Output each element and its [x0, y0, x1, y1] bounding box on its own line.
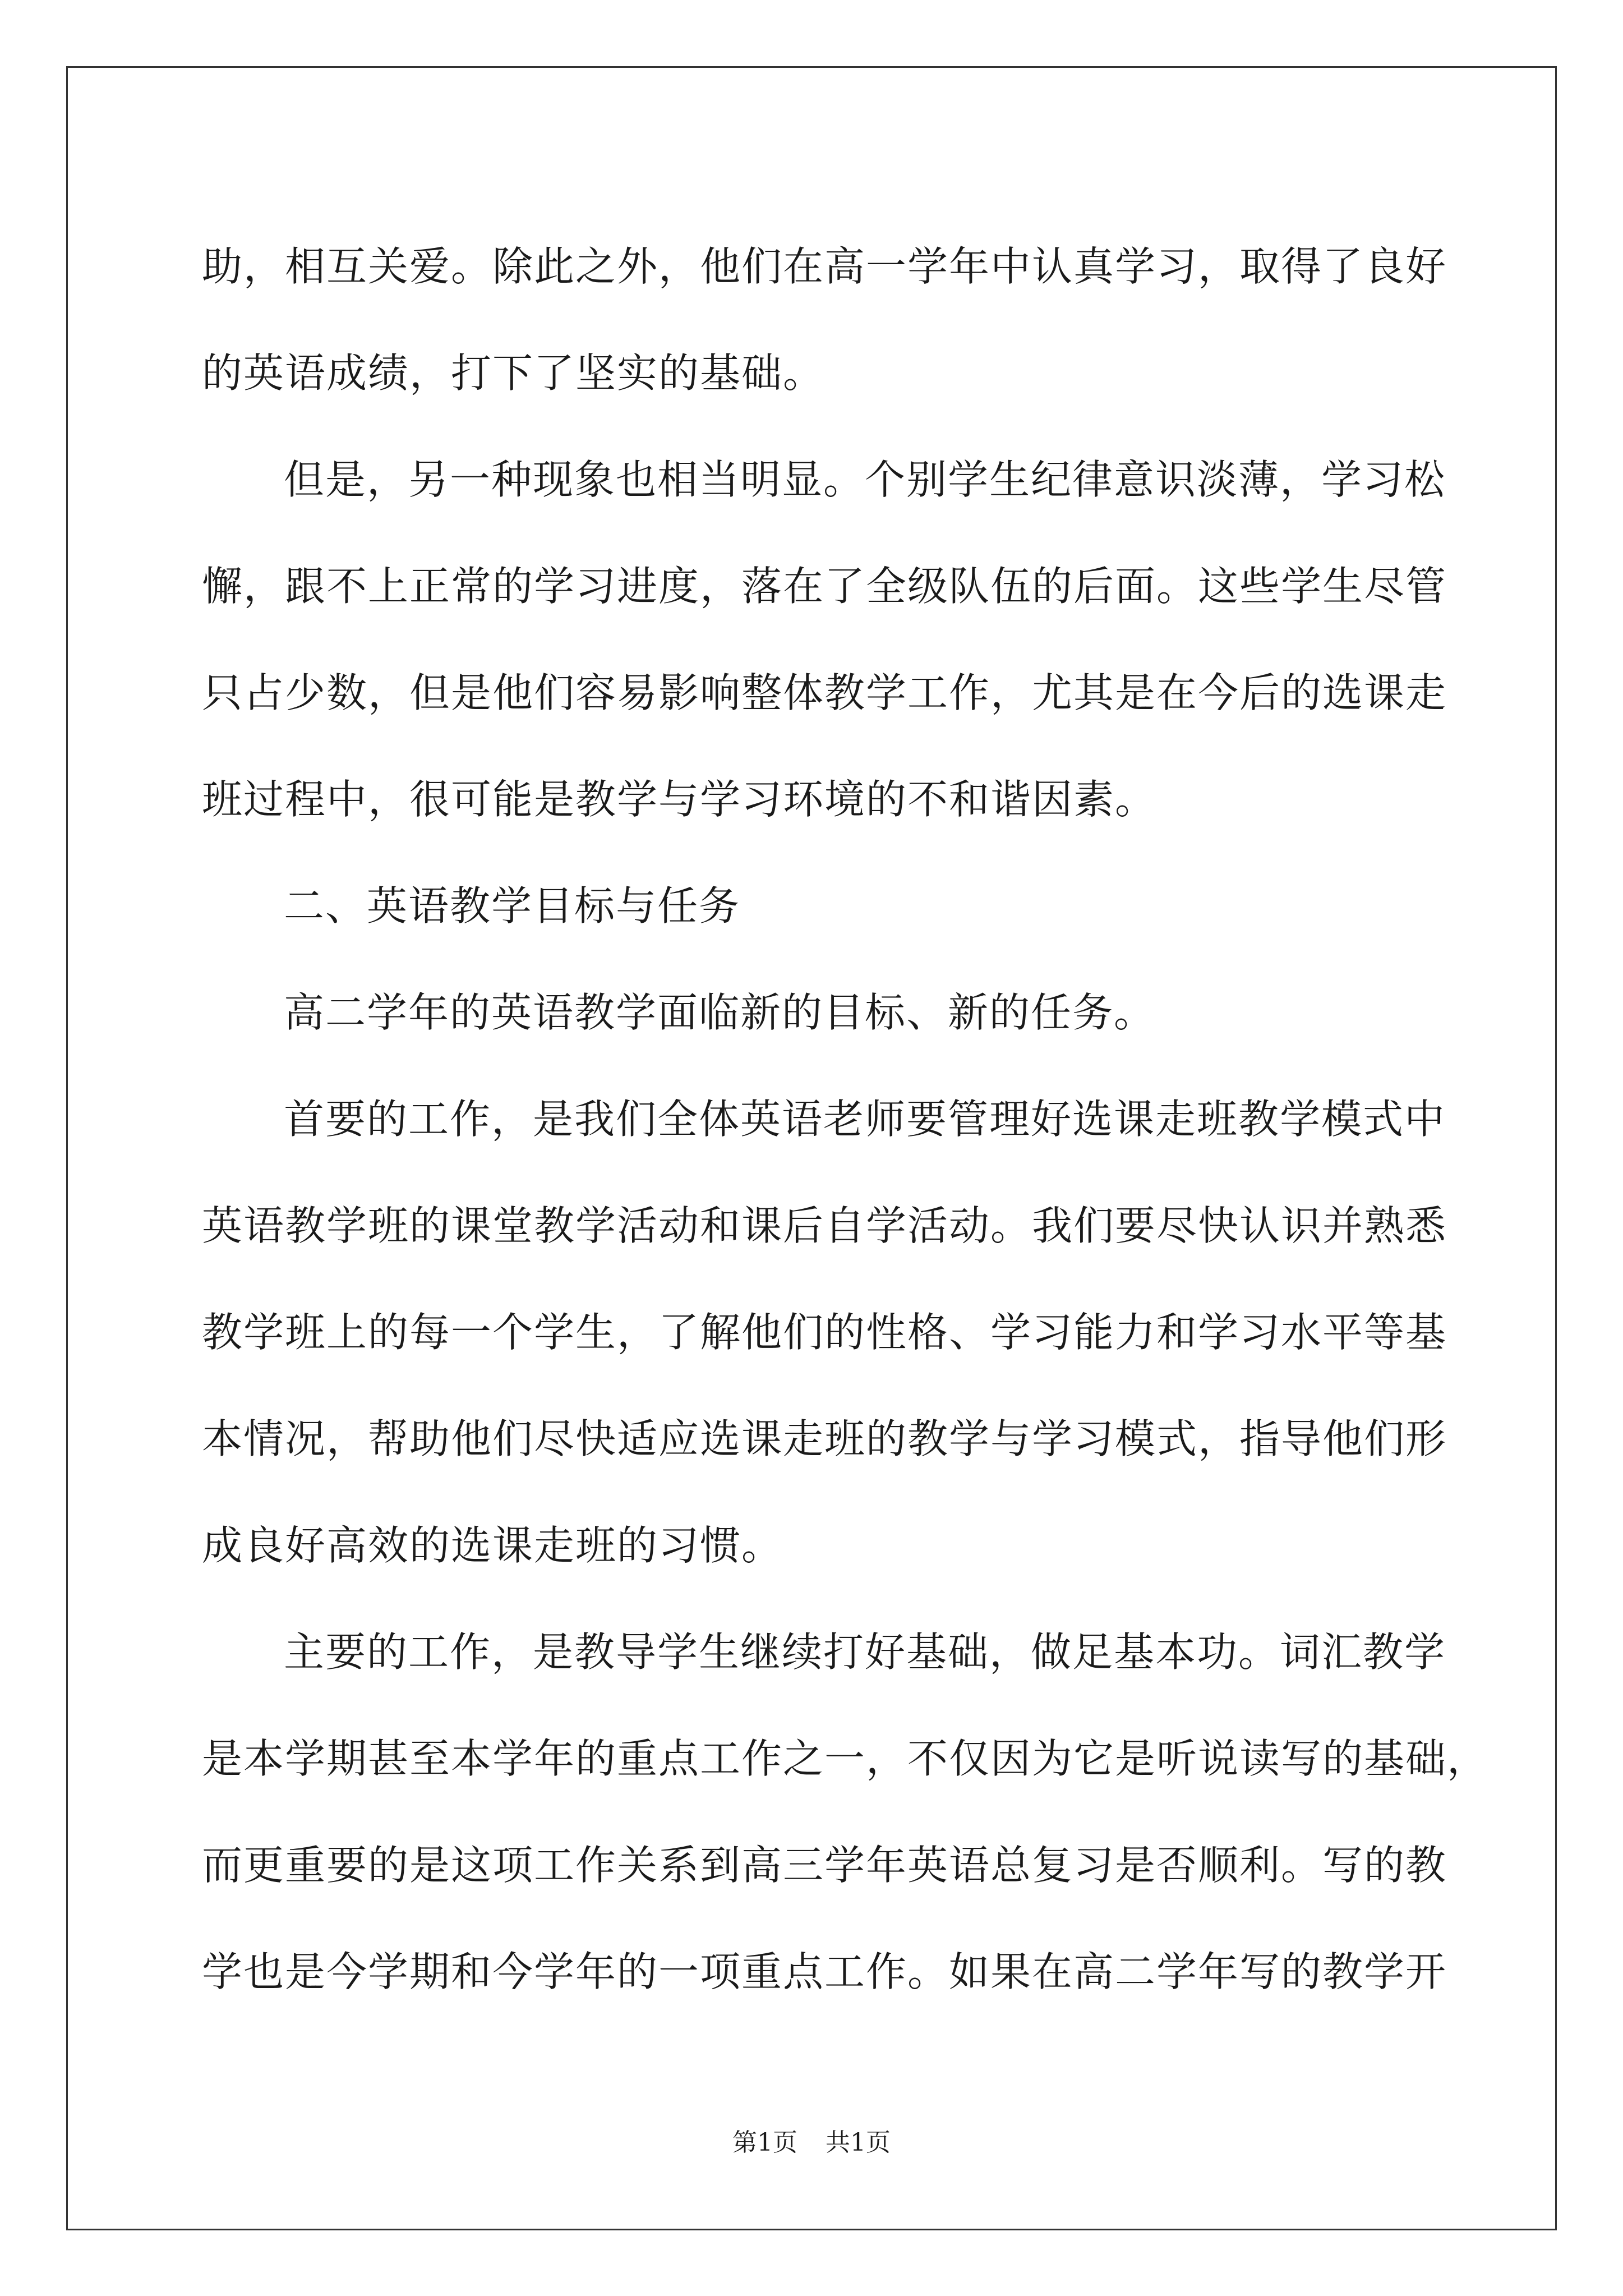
- text-line: 英语教学班的课堂教学活动和课后自学活动。我们要尽快认识并熟悉: [202, 1202, 1447, 1249]
- page-footer: [0, 2126, 1623, 2160]
- text-line: 高二学年的英语教学面临新的目标、新的任务。: [284, 989, 1156, 1036]
- text-line: 但是，另一种现象也相当明显。个别学生纪律意识淡薄，学习松: [284, 456, 1446, 503]
- text-line: 本情况，帮助他们尽快适应选课走班的教学与学习模式，指导他们形: [202, 1415, 1447, 1462]
- text-line: 首要的工作，是我们全体英语老师要管理好选课走班教学模式中: [284, 1096, 1446, 1143]
- text-line: 而更重要的是这项工作关系到高三学年英语总复习是否顺利。写的教: [202, 1842, 1447, 1889]
- text-line: 成良好高效的选课走班的习惯。: [202, 1522, 783, 1569]
- document-body: [202, 213, 1489, 2025]
- text-line: 的英语成绩，打下了坚实的基础。: [202, 349, 825, 397]
- page-number-current: 第1页: [732, 2128, 797, 2157]
- text-line: 学也是今学期和今学年的一项重点工作。如果在高二学年写的教学开: [202, 1948, 1447, 1995]
- text-line: 班过程中，很可能是教学与学习环境的不和谐因素。: [202, 776, 1157, 823]
- text-line: 助，相互关爱。除此之外，他们在高一学年中认真学习，取得了良好: [202, 243, 1447, 290]
- page-number-total: 共1页: [826, 2128, 891, 2157]
- section-heading: 二、英语教学目标与任务: [284, 882, 741, 930]
- text-line: 懈，跟不上正常的学习进度，落在了全级队伍的后面。这些学生尽管: [202, 563, 1447, 610]
- text-line: 只占少数，但是他们容易影响整体教学工作，尤其是在今后的选课走: [202, 669, 1447, 716]
- text-line: 是本学期甚至本学年的重点工作之一，不仅因为它是听说读写的基础，: [202, 1735, 1489, 1782]
- text-line: 教学班上的每一个学生，了解他们的性格、学习能力和学习水平等基: [202, 1309, 1447, 1356]
- text-line: 主要的工作，是教导学生继续打好基础，做足基本功。词汇教学: [284, 1628, 1446, 1676]
